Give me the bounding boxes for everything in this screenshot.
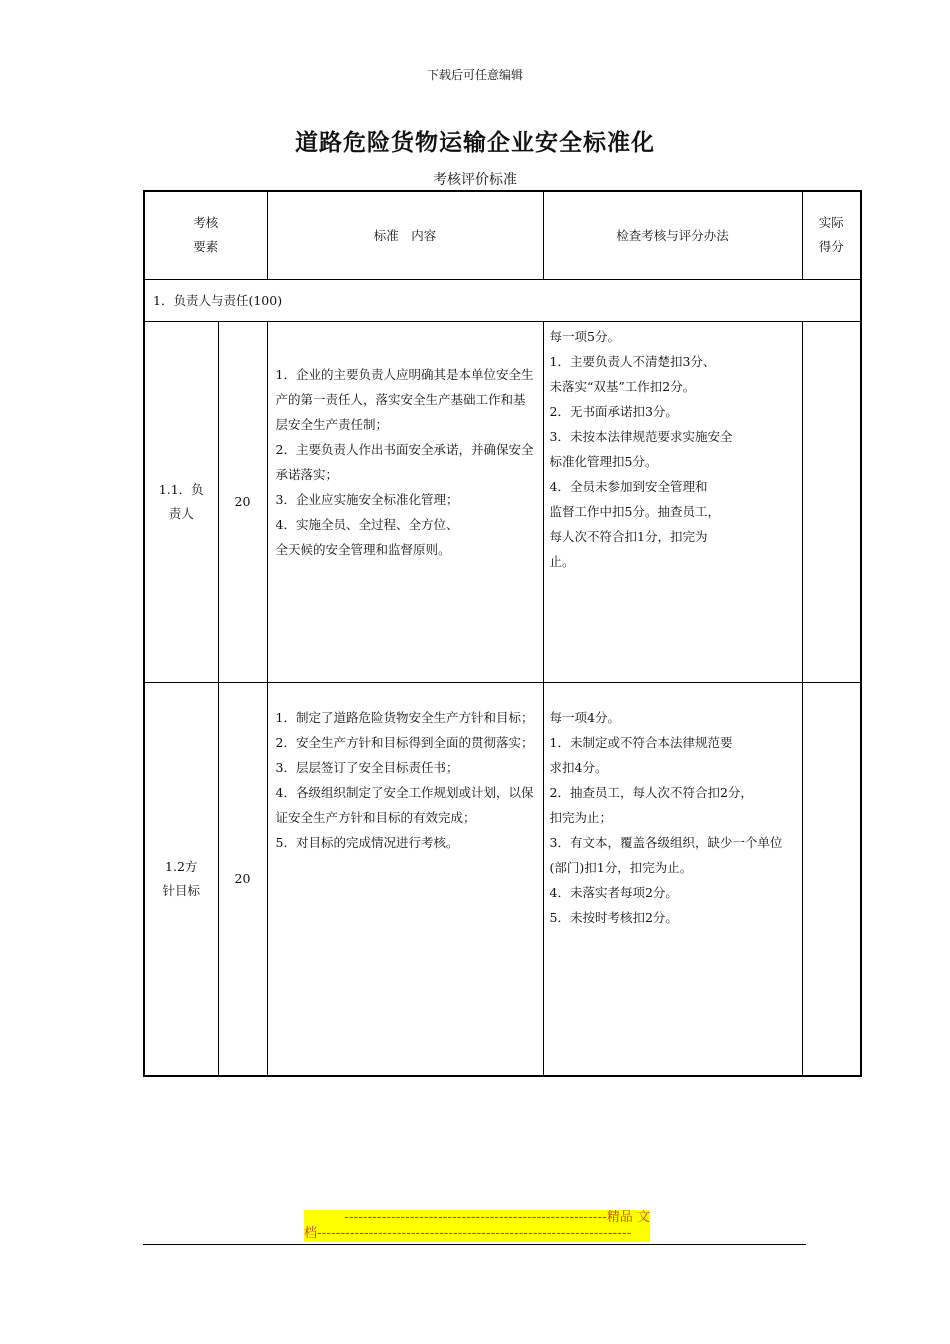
footer-line-1: --------------------------------------------------------精品 文 xyxy=(304,1210,650,1226)
section-title: 1．负责人与责任(100) xyxy=(144,279,861,321)
table-header-row xyxy=(144,191,861,279)
row-method: 每一项5分。 1．主要负责人不清楚扣3分、 未落实“双基”工作扣2分。 2．无书面承诺扣3分。 3．未按本法律规范要求实施安全 标准化管理扣5分。 4．全员未参加到安全管理和 监督工作中扣5分。抽查员工， 每人次不符合扣1分，扣完为 止。 xyxy=(543,321,802,682)
row-content: 1．企业的主要负责人应明确其是本单位安全生产的第一责任人，落实安全生产基础工作和基层安全生产责任制； 2．主要负责人作出书面安全承诺，并确保安全承诺落实； 3．企业应实施安全标准化管理； 4．实施全员、全过程、全方位、 全天候的安全管理和监督原则。 xyxy=(267,321,543,682)
header-method: 检查考核与评分办法 xyxy=(543,191,802,279)
row-score: 20 xyxy=(218,321,267,682)
row-content: 1．制定了道路危险货物安全生产方针和目标； 2．安全生产方针和目标得到全面的贯彻落实； 3．层层签订了安全目标责任书； 4．各级组织制定了安全工作规划或计划，以保证安全生产方针和目标的有效完成； 5．对目标的完成情况进行考核。 xyxy=(267,682,543,1076)
footer-line-2: 档------------------------------------------------------------------- xyxy=(304,1226,650,1242)
header-content: 标准 内容 xyxy=(267,191,543,279)
row-element: 1.1．负 责人 xyxy=(144,321,218,682)
row-actual-score xyxy=(802,321,861,682)
download-note: 下载后可任意编辑 xyxy=(426,68,523,82)
header-element: 考核 要素 xyxy=(144,191,267,279)
footer-divider xyxy=(143,1244,806,1245)
table-row xyxy=(144,682,861,1076)
footer-watermark xyxy=(304,1210,650,1242)
header-score: 实际 得分 xyxy=(802,191,861,279)
row-method: 每一项4分。 1．未制定或不符合本法律规范要 求扣4分。 2．抽查员工，每人次不符合扣2分， 扣完为止； 3．有文本，覆盖各级组织，缺少一个单位(部门)扣1分，扣完为止。 4．未落实者每项2分。 5．未按时考核扣2分。 xyxy=(543,682,802,1076)
document-title: 道路危险货物运输企业安全标准化 xyxy=(295,130,655,156)
row-actual-score xyxy=(802,682,861,1076)
document-subtitle: 考核评价标准 xyxy=(433,172,517,188)
section-row xyxy=(144,279,861,321)
table-row xyxy=(144,321,861,682)
evaluation-table xyxy=(143,190,862,1077)
row-element: 1.2方 针目标 xyxy=(144,682,218,1076)
row-score: 20 xyxy=(218,682,267,1076)
